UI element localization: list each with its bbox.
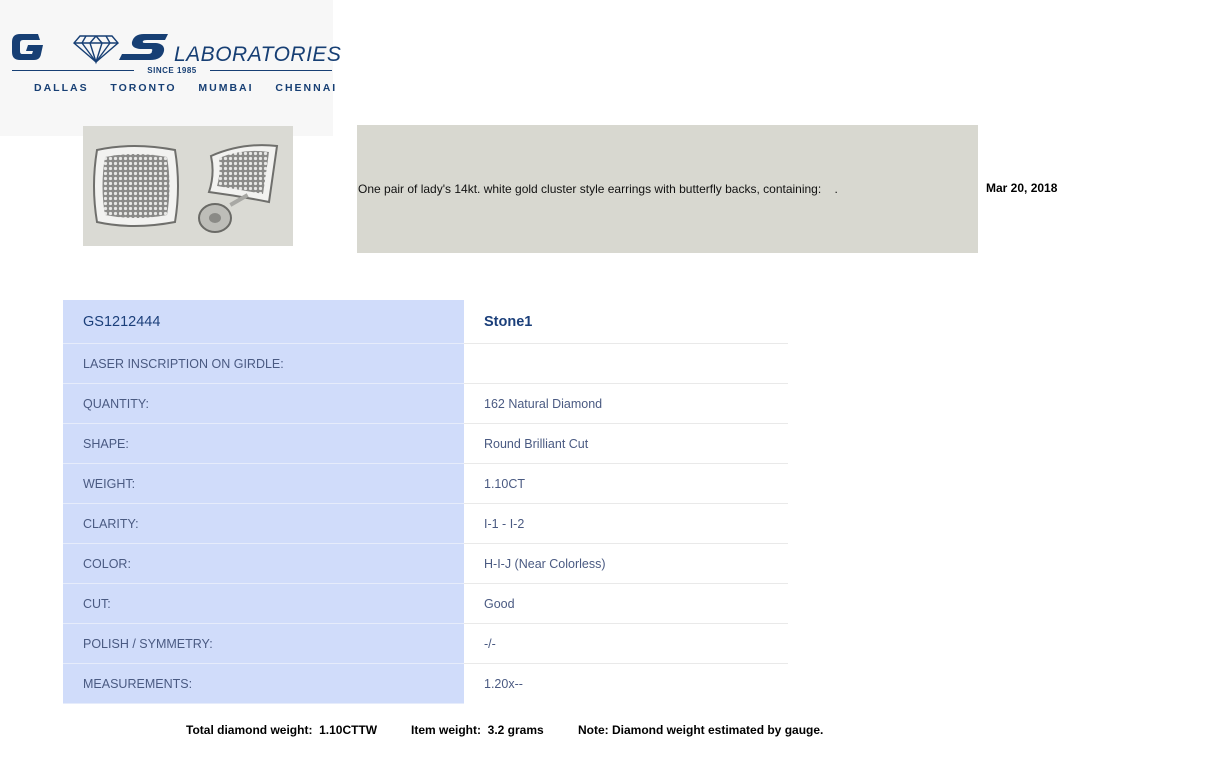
row-value <box>464 344 788 384</box>
table-row <box>63 384 788 424</box>
row-label: SHAPE: <box>63 424 464 464</box>
report-date: Mar 20, 2018 <box>986 181 1058 195</box>
table-row <box>63 504 788 544</box>
table-row <box>63 544 788 584</box>
table-row <box>63 664 788 704</box>
grading-table <box>63 300 788 704</box>
table-row <box>63 624 788 664</box>
row-label: COLOR: <box>63 544 464 584</box>
row-label: QUANTITY: <box>63 384 464 424</box>
row-value: 1.10CT <box>464 464 788 504</box>
weight-note: Note: Diamond weight estimated by gauge. <box>578 723 824 737</box>
report-number: GS1212444 <box>63 300 464 344</box>
row-label: CUT: <box>63 584 464 624</box>
item-description: One pair of lady's 14kt. white gold cluster style earrings with butterfly backs, containing: . <box>358 182 838 196</box>
stone-header: Stone1 <box>464 300 788 344</box>
gs-diamond-logo-mark <box>10 30 170 66</box>
row-value: 1.20x-- <box>484 677 523 691</box>
jewelry-photo <box>83 126 293 246</box>
row-label: LASER INSCRIPTION ON GIRDLE: <box>63 344 464 384</box>
row-label: CLARITY: <box>63 504 464 544</box>
row-value: Good <box>464 584 788 624</box>
row-label: WEIGHT: <box>63 464 464 504</box>
table-header-row <box>63 300 788 344</box>
row-value: -/- <box>464 624 788 664</box>
table-row <box>63 424 788 464</box>
table-row <box>63 464 788 504</box>
row-value: I-1 - I-2 <box>464 504 788 544</box>
table-row <box>63 344 788 384</box>
row-label: POLISH / SYMMETRY: <box>63 624 464 664</box>
row-label: MEASUREMENTS: <box>63 664 464 704</box>
item-weight: Item weight: 3.2 grams <box>411 723 544 737</box>
row-value: Round Brilliant Cut <box>464 424 788 464</box>
table-row <box>63 584 788 624</box>
row-value: H-I-J (Near Colorless) <box>464 544 788 584</box>
since-year: SINCE 1985 <box>147 66 197 75</box>
row-value: 162 Natural Diamond <box>464 384 788 424</box>
company-logo <box>0 0 342 136</box>
city-list: DALLAS TORONTO MUMBAI CHENNAI <box>34 82 338 94</box>
item-description-box <box>357 125 978 253</box>
brand-wordmark: LABORATORIES <box>174 43 342 66</box>
total-diamond-weight: Total diamond weight: 1.10CTTW <box>186 723 378 737</box>
